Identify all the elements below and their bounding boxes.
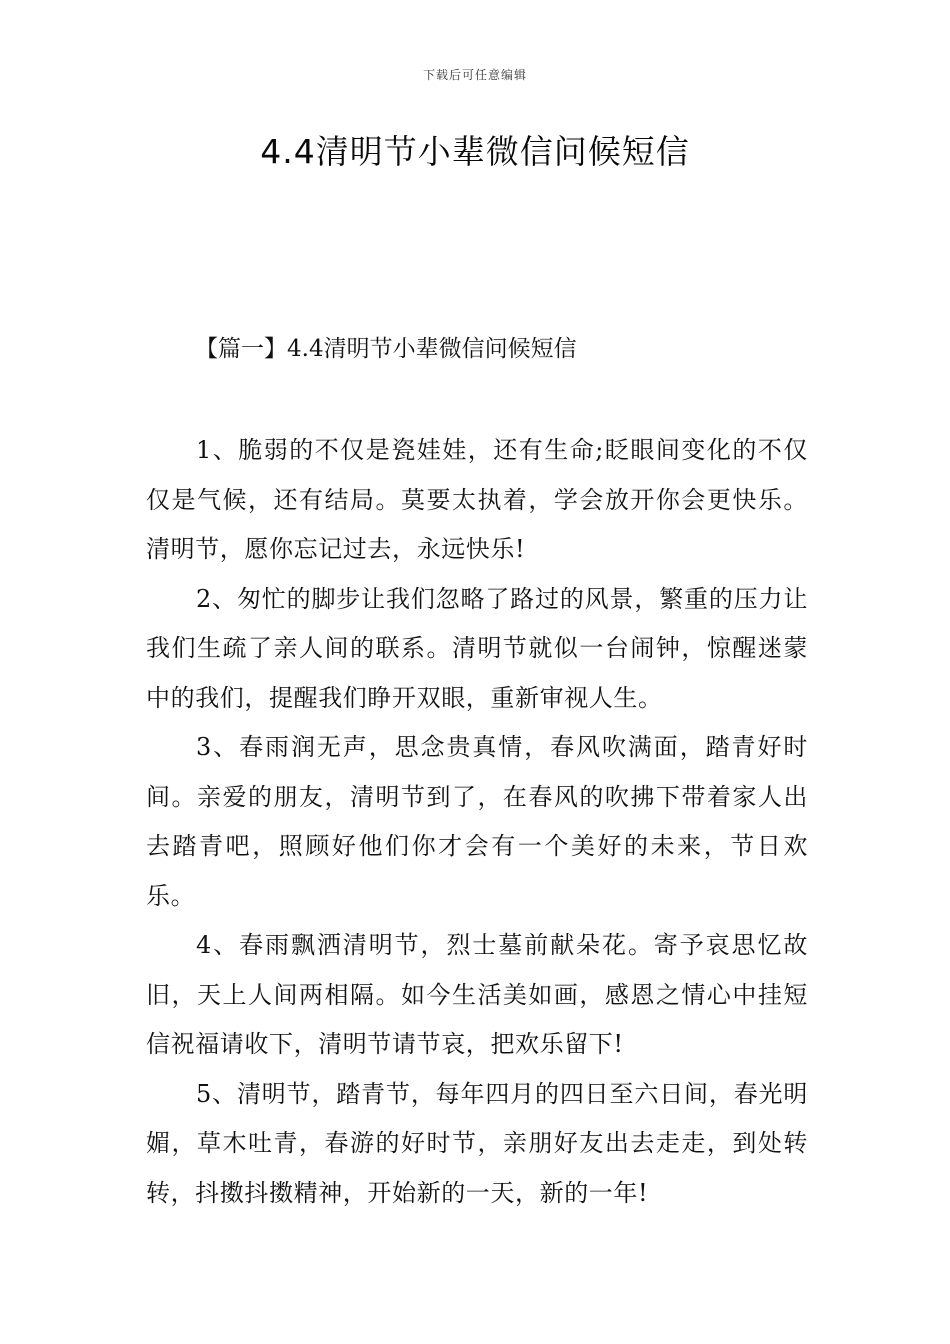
section-heading: 【篇一】4.4清明节小辈微信问候短信 [195,336,577,362]
header-note: 下载后可任意编辑 [422,68,527,82]
paragraph-4: 4、春雨飘洒清明节，烈士墓前献朵花。寄予哀思忆故旧，天上人间两相隔。如今生活美如画，感恩之情心中挂短信祝福请收下，清明节请节哀，把欢乐留下! [146,931,808,1058]
document-title: 4.4清明节小辈微信问候短信 [260,132,690,171]
paragraph-5: 5、清明节，踏青节，每年四月的四日至六日间，春光明媚，草木吐青，春游的好时节，亲朋好友出去走走，到处转转，抖擞抖擞精神，开始新的一天，新的一年! [146,1079,808,1207]
paragraph-2: 2、匆忙的脚步让我们忽略了路过的风景，繁重的压力让我们生疏了亲人间的联系。清明节就似一台闹钟，惊醒迷蒙中的我们，提醒我们睁开双眼，重新审视人生。 [146,584,808,712]
paragraph-3: 3、春雨润无声，思念贵真情，春风吹满面，踏青好时间。亲爱的朋友，清明节到了，在春风的吹拂下带着家人出去踏青吧，照顾好他们你才会有一个美好的未来，节日欢乐。 [146,733,808,910]
body-text [146,426,808,1218]
paragraph-1: 1、脆弱的不仅是瓷娃娃，还有生命;眨眼间变化的不仅仅是气候，还有结局。莫要太执着，学会放开你会更快乐。清明节，愿你忘记过去，永远快乐! [146,436,808,563]
